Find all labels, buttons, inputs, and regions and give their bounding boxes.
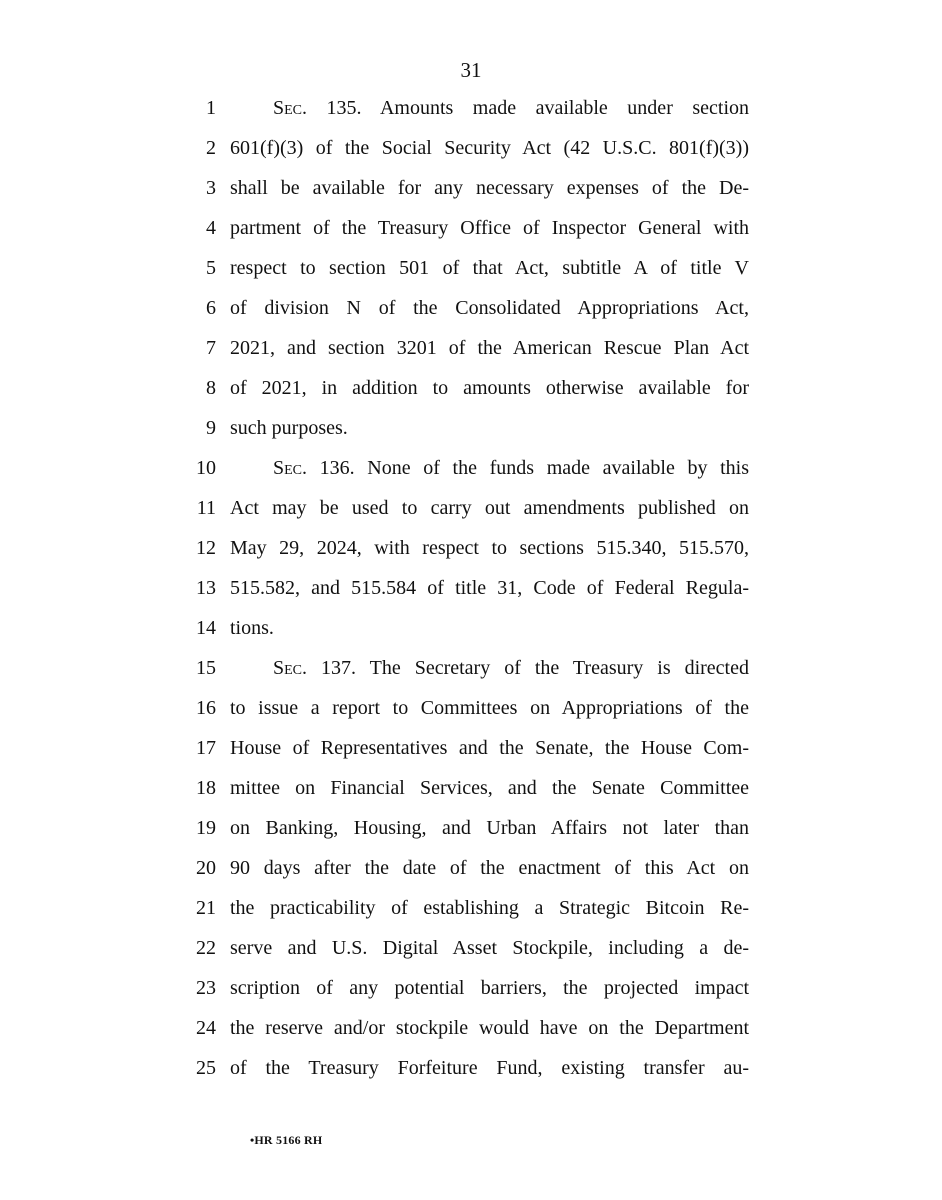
line-number: 1 <box>206 97 216 119</box>
text-line <box>0 208 942 248</box>
line-text: 601(f)(3) of the Social Security Act (42 U.S.C. 801(f)(3)) <box>230 137 749 159</box>
line-number: 25 <box>196 1057 216 1079</box>
line-text: the reserve and/or stockpile would have on the Department <box>230 1017 749 1039</box>
text-line <box>0 288 942 328</box>
bill-identifier-footer: •HR 5166 RH <box>250 1133 323 1147</box>
section-label: Sec. 137. <box>273 657 356 679</box>
text-line <box>0 888 942 928</box>
page-number: 31 <box>460 58 482 82</box>
line-number: 4 <box>206 217 216 239</box>
line-number: 13 <box>196 577 216 599</box>
line-number: 5 <box>206 257 216 279</box>
text-line <box>0 128 942 168</box>
section-text: The Secretary of the Treasury is directed <box>369 657 749 679</box>
line-text: 2021, and section 3201 of the American Rescue Plan Act <box>230 337 749 359</box>
line-number: 7 <box>206 337 216 359</box>
text-line <box>0 248 942 288</box>
line-number: 20 <box>196 857 216 879</box>
line-number: 11 <box>196 497 216 519</box>
line-text: May 29, 2024, with respect to sections 515.340, 515.570, <box>230 537 749 559</box>
line-text: to issue a report to Committees on Appropriations of the <box>230 697 749 719</box>
line-number: 16 <box>196 697 216 719</box>
line-number: 3 <box>206 177 216 199</box>
text-line <box>0 528 942 568</box>
line-number: 8 <box>206 377 216 399</box>
line-number: 22 <box>196 937 216 959</box>
line-number: 21 <box>196 897 216 919</box>
line-text: such purposes. <box>230 417 348 439</box>
text-line <box>0 928 942 968</box>
section-heading-line <box>273 448 749 488</box>
line-text: serve and U.S. Digital Asset Stockpile, including a de- <box>230 937 749 959</box>
text-line <box>0 608 942 648</box>
line-number: 10 <box>196 457 216 479</box>
line-text: 90 days after the date of the enactment of this Act on <box>230 857 749 879</box>
text-line <box>0 728 942 768</box>
line-number: 2 <box>206 137 216 159</box>
text-line <box>0 1008 942 1048</box>
line-number: 24 <box>196 1017 216 1039</box>
line-text: on Banking, Housing, and Urban Affairs not later than <box>230 817 749 839</box>
line-number: 17 <box>196 737 216 759</box>
text-line <box>0 168 942 208</box>
line-number: 14 <box>196 617 216 639</box>
line-number: 15 <box>196 657 216 679</box>
line-number: 23 <box>196 977 216 999</box>
text-line <box>0 848 942 888</box>
line-number: 6 <box>206 297 216 319</box>
text-line <box>0 88 942 128</box>
section-text: Amounts made available under section <box>379 97 750 119</box>
text-line <box>0 448 942 488</box>
line-text: the practicability of establishing a Strategic Bitcoin Re- <box>230 897 749 919</box>
text-line <box>0 808 942 848</box>
text-line <box>0 568 942 608</box>
line-text: of 2021, in addition to amounts otherwise available for <box>230 377 749 399</box>
text-line <box>0 368 942 408</box>
text-line <box>0 688 942 728</box>
line-text: of division N of the Consolidated Appropriations Act, <box>230 297 749 319</box>
text-line <box>0 408 942 448</box>
line-text: respect to section 501 of that Act, subtitle A of title V <box>230 257 749 279</box>
line-text: partment of the Treasury Office of Inspector General with <box>230 217 749 239</box>
text-line <box>0 488 942 528</box>
line-number: 19 <box>196 817 216 839</box>
section-heading-line <box>273 88 749 128</box>
line-text: mittee on Financial Services, and the Senate Committee <box>230 777 749 799</box>
section-label: Sec. 135. <box>273 97 362 119</box>
line-text: shall be available for any necessary expenses of the De- <box>230 177 749 199</box>
line-number: 9 <box>206 417 216 439</box>
line-number: 18 <box>196 777 216 799</box>
line-text: tions. <box>230 617 274 639</box>
line-text: House of Representatives and the Senate, the House Com- <box>230 737 749 759</box>
line-text: scription of any potential barriers, the projected impact <box>230 977 749 999</box>
text-line <box>0 328 942 368</box>
section-heading-line <box>273 648 749 688</box>
section-text: None of the funds made available by this <box>367 457 749 479</box>
line-text: of the Treasury Forfeiture Fund, existing transfer au- <box>230 1057 749 1079</box>
line-text: 515.582, and 515.584 of title 31, Code of Federal Regula- <box>230 577 749 599</box>
section-label: Sec. 136. <box>273 457 355 479</box>
text-line <box>0 968 942 1008</box>
text-line <box>0 648 942 688</box>
line-number: 12 <box>196 537 216 559</box>
text-line <box>0 768 942 808</box>
text-line <box>0 1048 942 1088</box>
line-text: Act may be used to carry out amendments published on <box>230 497 749 519</box>
